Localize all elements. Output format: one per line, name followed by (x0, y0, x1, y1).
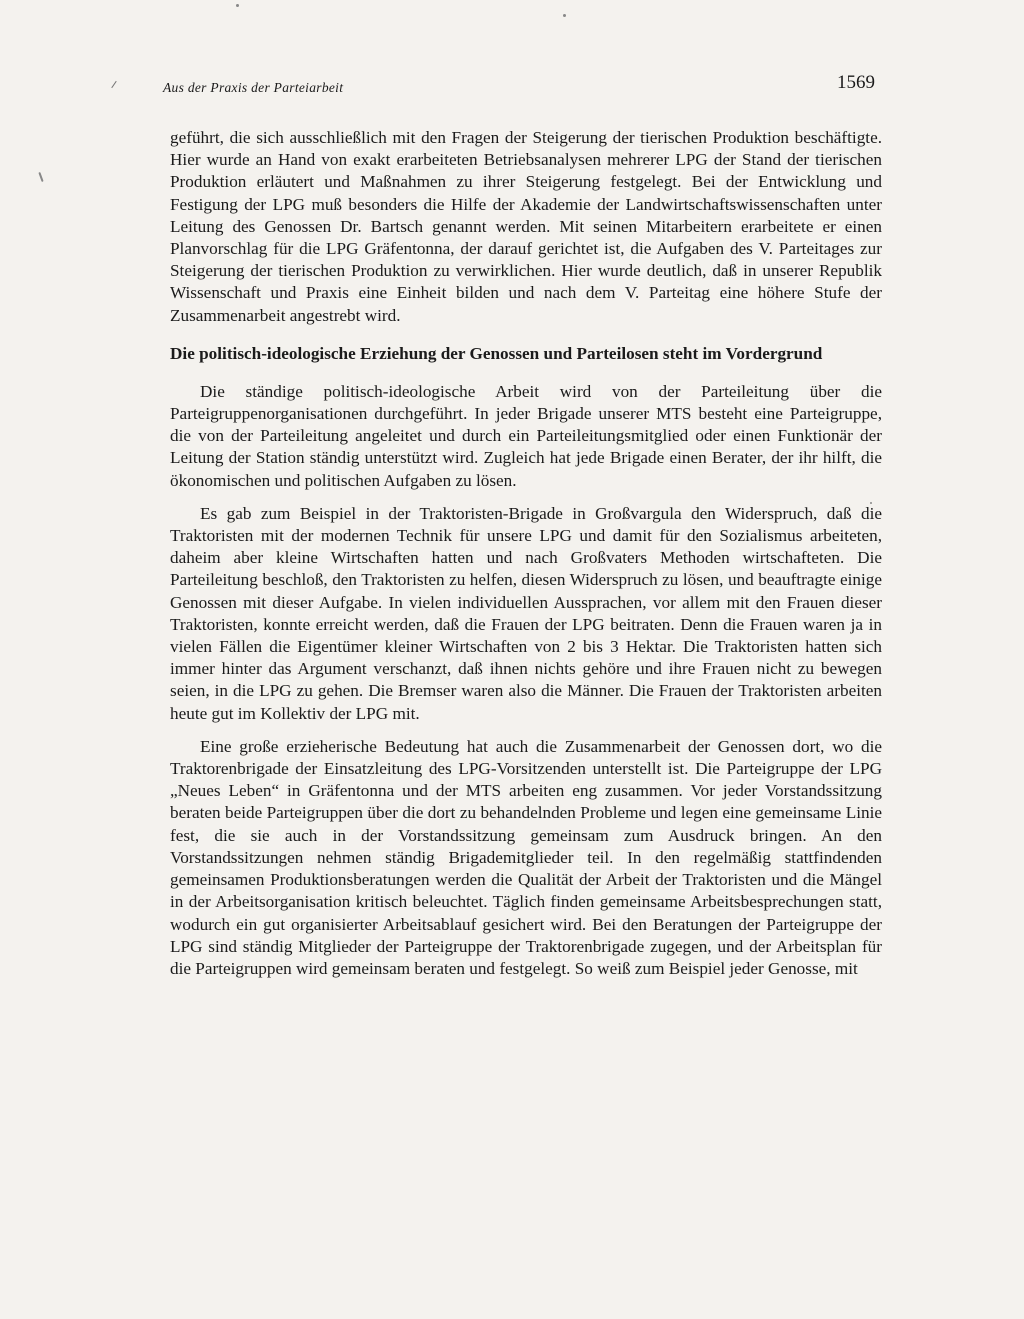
paragraph-1: geführt, die sich ausschließlich mit den Fragen der Steigerung der tierischen Produktion beschäftigte. Hier wurde an Hand von exakt erarbeiteten Betriebsanalysen mehrerer LPG der Stand der tierischen Produktion erläutert und Maßnahmen zu ihrer Steigerung festgelegt. Bei der Entwicklung und Festigung der LPG muß besonders die Hilfe der Akademie der Landwirtschaftswissenschaften unter Leitung des Genossen Dr. Bartsch genannt werden. Mit seinen Mitarbeitern erarbeitete er einen Planvorschlag für die LPG Gräfentonna, der darauf gerichtet ist, die Aufgaben des V. Parteitages zur Steigerung der tierischen Produktion zu verwirklichen. Hier wurde deutlich, daß in unserer Republik Wissenschaft und Praxis eine Einheit bilden und nach dem V. Parteitag eine höhere Stufe der Zusammenarbeit angestrebt wird. (170, 128, 882, 325)
scan-speck (563, 14, 566, 17)
scan-speck (38, 172, 43, 182)
page-number: 1569 (837, 72, 875, 93)
page-body (170, 127, 882, 980)
paragraph-3: Es gab zum Beispiel in der Traktoristen-Brigade in Großvargula den Widerspruch, daß die Traktoristen mit der modernen Technik für unsere LPG und damit für den Sozialismus arbeiteten, daheim aber kleine Wirtschaften hatten und nach Großvaters Methoden wirtschafteten. Die Parteileitung beschloß, den Traktoristen zu helfen, diesen Widerspruch zu lösen, und beauftragte einige Genossen mit dieser Aufgabe. In vielen individuellen Aussprachen, vor allem mit den Frauen dieser Traktoristen, konnte erreicht werden, daß die Frauen der LPG beitraten. Denn die Frauen waren ja in vielen Fällen die Eigentümer kleiner Wirtschaften von 2 bis 3 Hektar. Die Traktoristen hatten sich immer hinter das Argument verschanzt, daß ihnen nichts gehöre und ihre Frauen nicht zu bewegen seien, in die LPG zu gehen. Die Bremser waren also die Männer. Die Frauen der Traktoristen arbeiten heute gut im Kollektiv der LPG mit. (170, 503, 882, 723)
running-header: Aus der Praxis der Parteiarbeit (163, 80, 344, 95)
scan-speck (236, 4, 239, 7)
paragraph-2: Die ständige politisch-ideologische Arbeit wird von der Parteileitung über die Parteigruppenorganisationen durchgeführt. In jeder Brigade unserer MTS besteht eine Parteigruppe, die von der Parteileitung angeleitet und durch ein Parteileitungsmitglied oder einen Funktionär der Leitung der Station ständig unterstützt wird. Zugleich hat jede Brigade einen Berater, der ihr hilft, die ökonomischen und politischen Aufgaben zu lösen. (170, 381, 882, 490)
section-heading: Die politisch-ideologische Erziehung der Genossen und Parteilosen steht im Vordergrund (170, 343, 823, 363)
margin-mark (111, 81, 116, 88)
paragraph-4: Eine große erzieherische Bedeutung hat auch die Zusammenarbeit der Genossen dort, wo die Traktorenbrigade der Einsatzleitung des LPG-Vorsitzenden unterstellt ist. Die Parteigruppe der LPG „Neues Leben“ in Gräfentonna und der MTS arbeiten eng zusammen. Vor jeder Vorstandssitzung beraten beide Parteigruppen über die dort zu behandelnden Probleme und legen eine gemeinsame Linie fest, die sie auch in der Vorstandssitzung gemeinsam zum Ausdruck bringen. An den Vorstandssitzungen nehmen ständig Brigademitglieder teil. In den regelmäßig stattfindenden gemeinsamen Produktionsberatungen werden die Qualität der Arbeit der Traktoristen und die Mängel in der Arbeitsorganisation kritisch beleuchtet. Täglich finden gemeinsame Arbeitsbesprechungen statt, wodurch ein gut organisierter Arbeitsablauf gesichert wird. Bei den Beratungen der Parteigruppe der LPG sind ständig Mitglieder der Parteigruppe der Traktorenbrigade zugegen, und der Arbeitsplan für die Parteigruppen wird gemeinsam beraten und festgelegt. So weiß zum Beispiel jeder Genosse, mit (170, 736, 882, 978)
scan-speck (870, 502, 872, 504)
